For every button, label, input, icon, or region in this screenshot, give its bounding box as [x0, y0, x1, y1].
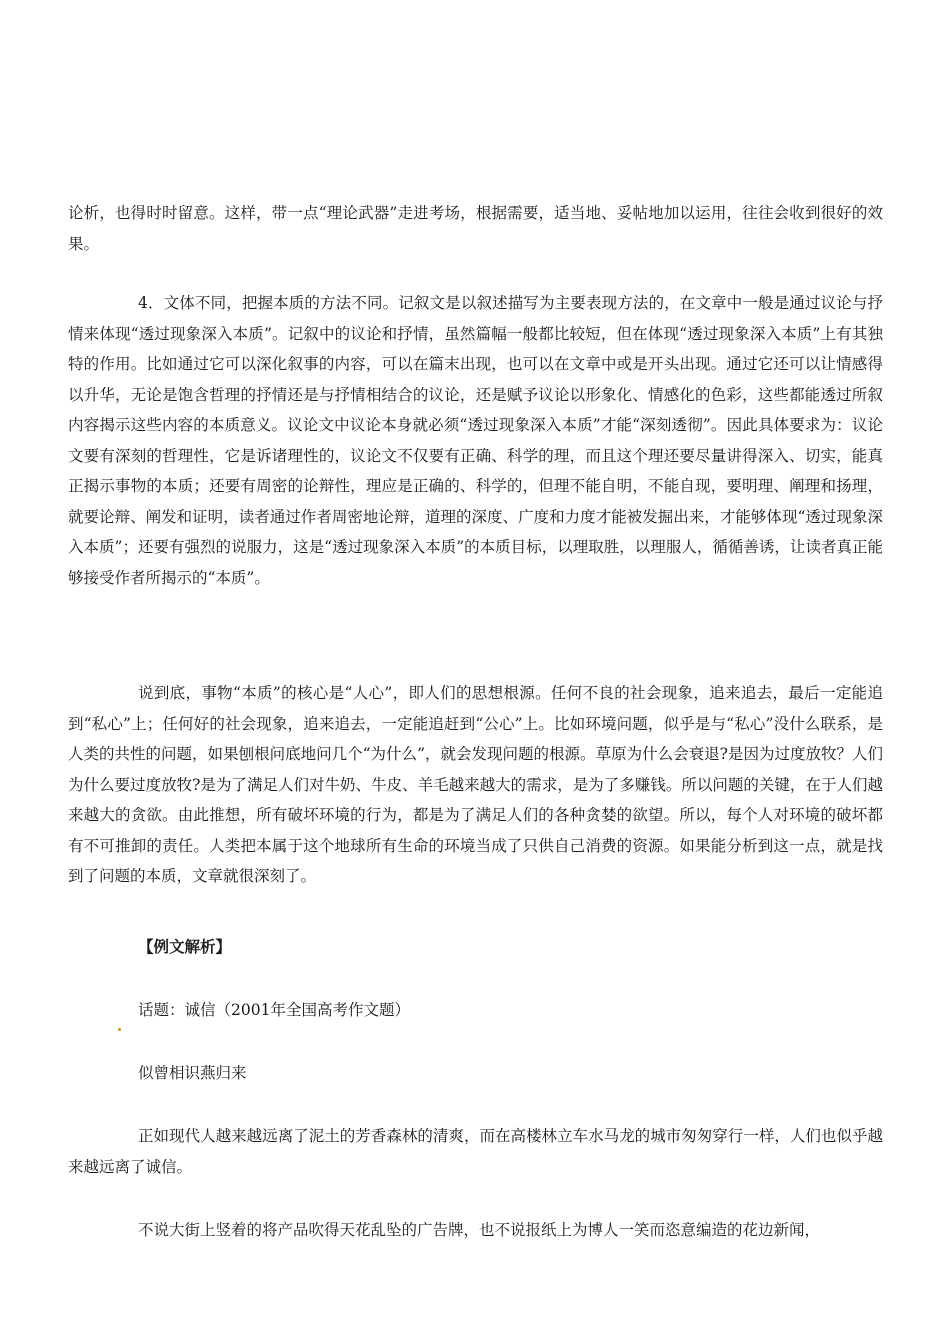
stray-mark — [118, 1028, 121, 1031]
paragraph-genre-methods: 4．文体不同，把握本质的方法不同。记叙文是以叙述描写为主要表现方法的，在文章中一般是通过议论与抒情来体现“透过现象深入本质”。记叙中的议论和抒情，虽然篇幅一般都比较短，但在体现“透过现象深入本质”上有其独特的作用。比如通过它可以深化叙事的内容，可以在篇末出现，也可以在文章中或是开头出现。通过它还可以让情感得以升华，无论是饱含哲理的抒情还是与抒情相结合的议论，还是赋予议论以形象化、情感化的色彩，这些都能透过所叙内容揭示这些内容的本质意义。议论文中议论本身就必须“透过现象深入本质”才能“深刻透彻”。因此具体要求为：议论文要有深刻的哲理性，它是诉诸理性的，议论文不仅要有正确、科学的理，而且这个理还要尽量讲得深入、切实，能真正揭示事物的本质；还要有周密的论辩性，理应是正确的、科学的，但理不能自明，不能自现，要明理、阐理和扬理，就要论辩、阐发和证明，读者通过作者周密地论辩，道理的深度、广度和力度才能被发掘出来，才能够体现“透过现象深入本质”；还要有强烈的说服力，这是“透过现象深入本质”的本质目标，以理取胜，以理服人，循循善诱，让读者真正能够接受作者所揭示的“本质”。 — [68, 294, 883, 587]
essay-paragraph-1: 正如现代人越来越远离了泥土的芳香森林的清爽，而在高楼林立车水马龙的城市匆匆穿行一样，人们也似乎越来越远离了诚信。 — [68, 1127, 883, 1176]
topic-line: 话题：诚信（2001年全国高考作文题） — [138, 1001, 410, 1019]
essay-title: 似曾相识燕归来 — [138, 1064, 247, 1082]
essay-paragraph-2: 不说大街上竖着的将产品吹得天花乱坠的广告牌，也不说报纸上为博人一笑而恣意编造的花边新闻， — [138, 1221, 821, 1239]
paragraph-theory-weapon: 论析，也得时时留意。这样，带一点“理论武器”走进考场，根据需要，适当地、妥帖地加以运用，往往会收到很好的效果。 — [68, 204, 883, 253]
section-heading: 【例文解析】 — [138, 937, 232, 956]
paragraph-essence-heart: 说到底，事物“本质”的核心是“人心”，即人们的思想根源。任何不良的社会现象，追来追去，最后一定能追到“私心”上；任何好的社会现象，追来追去，一定能追赶到“公心”上。比如环境问题，似乎是与“私心”没什么联系，是人类的共性的问题，如果刨根问底地问几个“为什么”，就会发现问题的根源。草原为什么会衰退?是因为过度放牧？人们为什么要过度放牧?是为了满足人们对牛奶、牛皮、羊毛越来越大的需求，是为了多赚钱。所以问题的关键，在于人们越来越大的贪欲。由此推想，所有破坏环境的行为，都是为了满足人们的各种贪婪的欲望。所以，每个人对环境的破坏都有不可推卸的责任。人类把本属于这个地球所有生命的环境当成了只供自己消费的资源。如果能分析到这一点，就是找到了问题的本质，文章就很深刻了。 — [68, 684, 883, 885]
